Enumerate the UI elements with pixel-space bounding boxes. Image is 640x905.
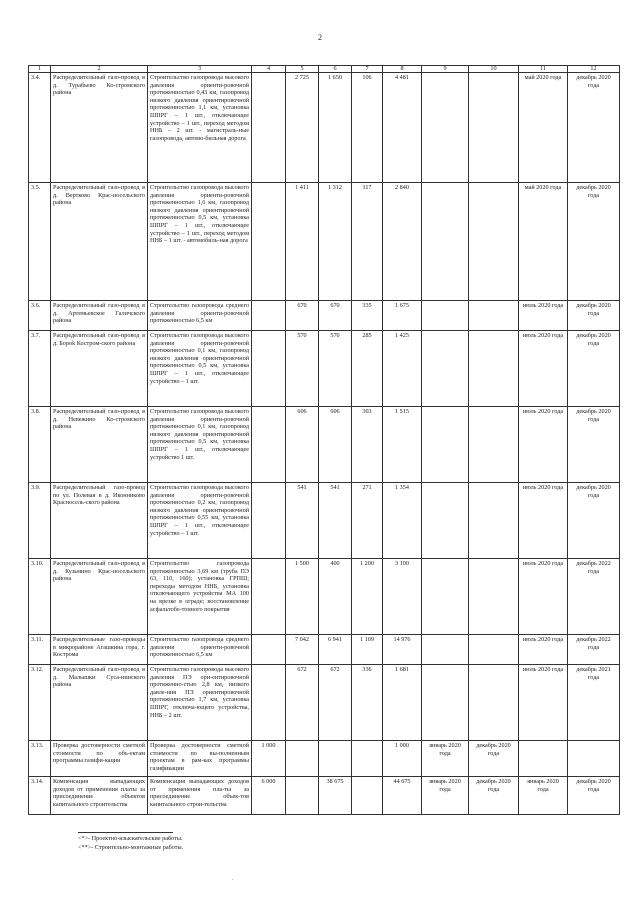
start-date-pir <box>422 559 469 635</box>
cost-col-6: 606 <box>319 407 352 483</box>
cost-col-6: 400 <box>319 559 352 635</box>
table-row <box>29 559 620 635</box>
row-number: 3.13. <box>29 741 51 777</box>
start-date-pir <box>422 183 469 301</box>
cost-col-6: 570 <box>319 331 352 407</box>
start-date-smr <box>519 741 568 777</box>
end-date-pir: декабрь 2020 года <box>469 777 519 815</box>
row-number: 3.8. <box>29 407 51 483</box>
end-date-smr: декабрь 2020 года <box>568 73 620 183</box>
cost-col-4 <box>252 301 286 331</box>
table-row <box>29 483 620 559</box>
footnotes <box>78 834 183 852</box>
start-date-smr: июль 2020 года <box>519 559 568 635</box>
row-number: 3.6. <box>29 301 51 331</box>
work-description: Строительство газопровода высокого давления ориенти-ровочной протяженностью 0,43 км, газопровод низкого давления ориентировочной протяженностью 1,1 км, установка ШПРГ – 1 шт., отключающее устройство – 1 шт., переход методом ННБ – 2 шт. - магистраль-ные газопровода, автомо-бильная дорога <box>148 73 252 183</box>
end-date-smr: декабрь 2020 года <box>568 777 620 815</box>
cost-col-7: 336 <box>352 665 383 741</box>
end-date-pir <box>469 483 519 559</box>
row-number: 3.7. <box>29 331 51 407</box>
start-date-smr: июль 2020 года <box>519 635 568 665</box>
end-date-pir <box>469 73 519 183</box>
cost-col-7: 303 <box>352 407 383 483</box>
cost-col-4 <box>252 635 286 665</box>
start-date-smr: май 2020 года <box>519 183 568 301</box>
start-date-smr: июль 2020 года <box>519 665 568 741</box>
start-date-smr: июль 2020 года <box>519 483 568 559</box>
cost-col-7: 271 <box>352 483 383 559</box>
table-row <box>29 665 620 741</box>
end-date-pir <box>469 665 519 741</box>
end-date-pir <box>469 183 519 301</box>
work-description: Проверка достоверности сметной стоимости по вы-полненным проектам в рам-ках программы газификации <box>148 741 252 777</box>
page-number: 2 <box>318 33 322 42</box>
end-date-pir <box>469 559 519 635</box>
end-date-pir <box>469 635 519 665</box>
header-cell: 7 <box>352 66 383 73</box>
cost-col-5: 570 <box>286 331 319 407</box>
row-number: 3.14. <box>29 777 51 815</box>
object-name: Распределительный газо-провод в д. Малышки Суса-нинского района <box>51 665 148 741</box>
end-date-smr <box>568 741 620 777</box>
cost-col-6: 1 650 <box>319 73 352 183</box>
cost-col-4 <box>252 665 286 741</box>
header-cell: 5 <box>286 66 319 73</box>
cost-total: 3 100 <box>383 559 422 635</box>
start-date-pir <box>422 665 469 741</box>
cost-col-4 <box>252 73 286 183</box>
row-number: 3.5. <box>29 183 51 301</box>
cost-col-5: 606 <box>286 407 319 483</box>
cost-col-5: 1 411 <box>286 183 319 301</box>
work-description: Компенсация выпадающих доходов от применения пла-ты за присоединение объек-тов капитального строи-тельства <box>148 777 252 815</box>
end-date-smr: декабрь 2021 года <box>568 665 620 741</box>
header-cell: 2 <box>51 66 148 73</box>
cost-col-5: 670 <box>286 301 319 331</box>
table-row <box>29 183 620 301</box>
cost-col-5: 7 042 <box>286 635 319 665</box>
object-name: Распределительный газо-провод в д. Артемьевское Галичского района <box>51 301 148 331</box>
cost-col-6: 670 <box>319 301 352 331</box>
end-date-smr: декабрь 2020 года <box>568 407 620 483</box>
object-name: Распределительные газо-проводы в микрорайоне Агашкина гора, г. Кострома <box>51 635 148 665</box>
cost-col-7: 106 <box>352 73 383 183</box>
footnote-1: <*>- Проектно-изыскательские работы. <box>78 835 183 842</box>
end-date-pir: декабрь 2020 года <box>469 741 519 777</box>
cost-col-4 <box>252 483 286 559</box>
cost-total: 1 000 <box>383 741 422 777</box>
start-date-smr: июль 2020 года <box>519 301 568 331</box>
cost-col-5 <box>286 777 319 815</box>
cost-col-5: 672 <box>286 665 319 741</box>
end-date-smr: декабрь 2020 года <box>568 331 620 407</box>
work-description: Строительство газопровода среднего давления ориенти-ровочной протяженностью 6,5 км <box>148 301 252 331</box>
start-date-pir <box>422 301 469 331</box>
cost-col-4 <box>252 559 286 635</box>
cost-total: 4 481 <box>383 73 422 183</box>
row-number: 3.9. <box>29 483 51 559</box>
cost-col-5: 1 500 <box>286 559 319 635</box>
header-cell: 9 <box>422 66 469 73</box>
cost-col-5: 2 725 <box>286 73 319 183</box>
cost-col-6: 672 <box>319 665 352 741</box>
program-table <box>28 65 620 815</box>
object-name: Распределительный газо-провод в д. Невежино Ко-стромского района <box>51 407 148 483</box>
cost-total: 1 515 <box>383 407 422 483</box>
header-cell: 4 <box>252 66 286 73</box>
row-number: 3.10. <box>29 559 51 635</box>
cost-total: 14 976 <box>383 635 422 665</box>
header-cell: 1 <box>29 66 51 73</box>
start-date-pir <box>422 407 469 483</box>
end-date-smr: декабрь 2022 года <box>568 559 620 635</box>
work-description: Строительство газопровода высокого давления ПЭ ори-ентировочной протяженно-стью 2,8 км, низкого давле-ния ПЭ ориентировочной протяженностью 1,7 км, установка ШПРГ, отключа-ющего устройства, ННБ – 2 шт. <box>148 665 252 741</box>
work-description: Строительство газопровода среднего давления ориенти-ровочной протяженностью 6,5 км <box>148 635 252 665</box>
cost-col-6: 38 675 <box>319 777 352 815</box>
row-number: 3.11. <box>29 635 51 665</box>
header-cell: 3 <box>148 66 252 73</box>
object-name: Распределительный газо-провод в д. Бороk Костром-ского района <box>51 331 148 407</box>
object-name: Распределительный газо-провод в д. Кузьмино Крас-носельского района <box>51 559 148 635</box>
table-row <box>29 777 620 815</box>
cost-col-6: 541 <box>319 483 352 559</box>
table-row <box>29 407 620 483</box>
table-row <box>29 301 620 331</box>
end-date-smr: декабрь 2020 года <box>568 183 620 301</box>
start-date-smr: май 2020 года <box>519 73 568 183</box>
header-cell: 12 <box>568 66 620 73</box>
header-cell: 6 <box>319 66 352 73</box>
row-number: 3.12. <box>29 665 51 741</box>
start-date-pir <box>422 73 469 183</box>
cost-col-7: 1 109 <box>352 635 383 665</box>
end-date-pir <box>469 407 519 483</box>
work-description: Строительство газопровода высокого давления ориенти-ровочной протяженностью 0,2 км, газопровод низкого давления ориентировочной протяженностью 0,55 км, установка ШПРГ – 1 шт., отключающее устройство – 1 шт. <box>148 483 252 559</box>
header-row <box>29 66 620 73</box>
cost-col-7 <box>352 777 383 815</box>
cost-col-4 <box>252 183 286 301</box>
object-name: Распределительный газо-провод по ул. Полевая в д. Иконниково Красносель-ского района <box>51 483 148 559</box>
cost-col-4 <box>252 331 286 407</box>
cost-col-6 <box>319 741 352 777</box>
cost-total: 1 675 <box>383 301 422 331</box>
work-description: Строительство газопровода протяженностью 3,69 км (труба ПЭ 63, 110, 160); установка ГРПШ; переходы методом ННБ, установка отключающего устройства МА 100 на врезке в ограде; восстановление асфальтобе-тонного покрытия <box>148 559 252 635</box>
cost-col-5 <box>286 741 319 777</box>
object-name: Распределительный газо-провод в д. Вертково Крас-носельского района <box>51 183 148 301</box>
row-number: 3.4. <box>29 73 51 183</box>
end-date-smr: декабрь 2020 года <box>568 301 620 331</box>
cost-total: 44 675 <box>383 777 422 815</box>
cost-col-7: 117 <box>352 183 383 301</box>
table-row <box>29 73 620 183</box>
object-name: Проверка достоверности сметной стоимости по объ-ектам программы газифи-кации <box>51 741 148 777</box>
header-cell: 8 <box>383 66 422 73</box>
end-date-pir <box>469 331 519 407</box>
object-name: Компенсация выпадающих доходов от применения платы за присоединение объектов капитального строительства <box>51 777 148 815</box>
start-date-smr: июль 2020 года <box>519 407 568 483</box>
cost-col-4 <box>252 407 286 483</box>
table-row <box>29 741 620 777</box>
work-description: Строительство газопровода высокого давления ориенти-ровочной протяженностью 0,1 км, газопровод низкого давления ориентировочной протяженностью 0,5 км, установка ШПРГ – 1 шт., отключающее устройство – 1 шт. <box>148 331 252 407</box>
scan-mark: . <box>232 876 234 882</box>
start-date-pir: январь 2020 года <box>422 777 469 815</box>
cost-col-6: 6 941 <box>319 635 352 665</box>
work-description: Строительство газопровода высокого давления ориенти-ровочной протяженностью 1,6 км, газопровод низкого давления ориентировочной протяженностью 0,5 км, установка ШПРГ – 1 шт., отключающее устройство – 1 шт., переход методом ННБ – 1 шт. - автомобиль-ная дорога <box>148 183 252 301</box>
start-date-pir <box>422 483 469 559</box>
end-date-smr: декабрь 2020 года <box>568 483 620 559</box>
work-description: Строительство газопровода высокого давления ориенти-ровочной протяженностью 0,1 км, газопровод низкого давления ориентировочной протяженностью 0,5 км, установка ШПРГ – 1 шт., отключающее устройство 1 шт. <box>148 407 252 483</box>
header-cell: 11 <box>519 66 568 73</box>
cost-col-6: 1 312 <box>319 183 352 301</box>
cost-total: 1 425 <box>383 331 422 407</box>
cost-total: 1 354 <box>383 483 422 559</box>
footnote-2: <**>- Строительно-монтажные работы. <box>78 844 184 851</box>
cost-col-4: 6 000 <box>252 777 286 815</box>
table-row <box>29 635 620 665</box>
end-date-pir <box>469 301 519 331</box>
notes-separator <box>78 832 173 833</box>
cost-col-7: 285 <box>352 331 383 407</box>
cost-total: 2 840 <box>383 183 422 301</box>
object-name: Распределительный газо-провод в д. Турабьево Ко-стромского района <box>51 73 148 183</box>
start-date-pir <box>422 635 469 665</box>
start-date-smr: июль 2020 года <box>519 331 568 407</box>
cost-total: 1 681 <box>383 665 422 741</box>
cost-col-4: 1 000 <box>252 741 286 777</box>
start-date-pir <box>422 331 469 407</box>
header-cell: 10 <box>469 66 519 73</box>
start-date-smr: январь 2020 года <box>519 777 568 815</box>
cost-col-7: 335 <box>352 301 383 331</box>
cost-col-7 <box>352 741 383 777</box>
end-date-smr: декабрь 2022 года <box>568 635 620 665</box>
table-row <box>29 331 620 407</box>
cost-col-5: 541 <box>286 483 319 559</box>
start-date-pir: январь 2020 года <box>422 741 469 777</box>
cost-col-7: 1 200 <box>352 559 383 635</box>
